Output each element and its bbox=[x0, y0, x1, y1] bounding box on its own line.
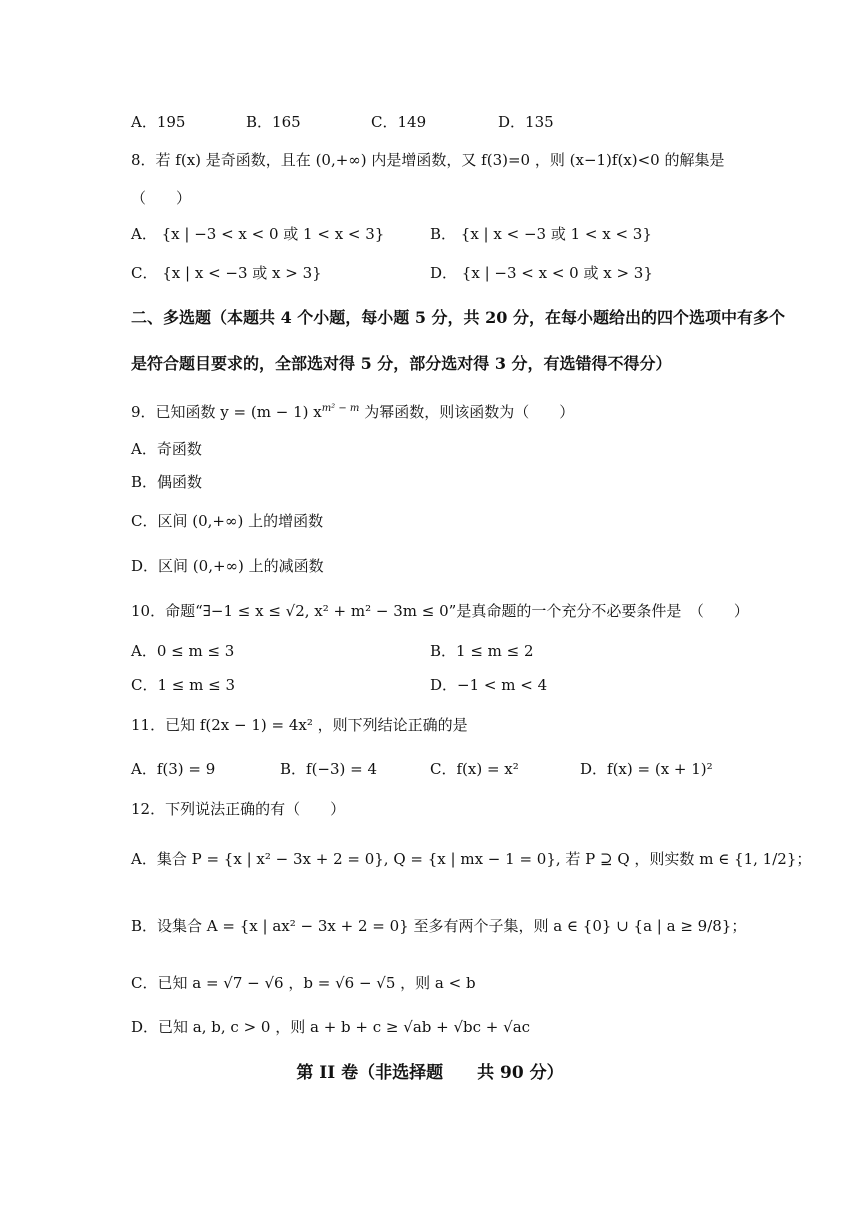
q12-option-d: D．已知 a, b, c > 0 ，则 a + b + c ≥ √ab + √bc + √ac bbox=[131, 1018, 531, 1036]
q7-option-a: A．195 bbox=[131, 113, 186, 131]
q11-option-a: A．f(3) = 9 bbox=[131, 760, 216, 778]
q10-option-c: C．1 ≤ m ≤ 3 bbox=[131, 676, 235, 694]
part2-title: 第 II 卷（非选择题 共 90 分） bbox=[296, 1063, 564, 1083]
q11-stem: 11．已知 f(2x − 1) = 4x² ，则下列结论正确的是 bbox=[131, 716, 468, 734]
q9-stem-pre: 9．已知函数 y = (m − 1) x bbox=[131, 403, 322, 421]
q10-option-d: D．−1 < m < 4 bbox=[430, 676, 548, 694]
q12-option-a: A．集合 P = {x | x² − 3x + 2 = 0}, Q = {x | mx − 1 = 0}, 若 P ⊇ Q ，则实数 m ∈ {1, 1/2}； bbox=[131, 850, 812, 868]
q8-option-a: A． {x | −3 < x < 0 或 1 < x < 3} bbox=[131, 225, 385, 243]
q8-option-d: D． {x | −3 < x < 0 或 x > 3} bbox=[430, 264, 653, 282]
q7-option-d: D．135 bbox=[498, 113, 554, 131]
q8-answer-paren: （ ） bbox=[131, 189, 192, 207]
q10-stem: 10．命题“∃−1 ≤ x ≤ √2, x² + m² − 3m ≤ 0”是真命题的一个充分不必要条件是 （ ） bbox=[131, 602, 749, 620]
q11-option-b: B．f(−3) = 4 bbox=[280, 760, 378, 778]
q7-option-c: C．149 bbox=[371, 113, 427, 131]
q7-option-b: B．165 bbox=[246, 113, 301, 131]
q9-option-b: B．偶函数 bbox=[131, 473, 203, 491]
q8-option-b: B． {x | x < −3 或 1 < x < 3} bbox=[430, 225, 652, 243]
section2-heading-line2: 是符合题目要求的，全部选对得 5 分，部分选对得 3 分，有选错得不得分） bbox=[131, 354, 672, 373]
q12-option-c: C．已知 a = √7 − √6 ，b = √6 − √5 ，则 a < b bbox=[131, 974, 476, 992]
q8-option-c: C． {x | x < −3 或 x > 3} bbox=[131, 264, 322, 282]
q9-stem bbox=[131, 398, 574, 423]
q12-stem: 12．下列说法正确的有（ ） bbox=[131, 800, 346, 818]
q10-option-a: A．0 ≤ m ≤ 3 bbox=[131, 642, 235, 660]
q8-stem: 8．若 f(x) 是奇函数，且在 (0,+∞) 内是增函数，又 f(3)=0 ，则 (x−1)f(x)<0 的解集是 bbox=[131, 151, 725, 169]
q9-exponent: m² − m bbox=[321, 403, 360, 414]
q10-option-b: B．1 ≤ m ≤ 2 bbox=[430, 642, 534, 660]
q9-option-c: C．区间 (0,+∞) 上的增函数 bbox=[131, 512, 324, 530]
section2-heading-line1: 二、多选题（本题共 4 个小题，每小题 5 分，共 20 分，在每小题给出的四个选项中有多个 bbox=[131, 308, 785, 327]
q11-option-c: C．f(x) = x² bbox=[430, 760, 519, 778]
q12-option-b: B．设集合 A = {x | ax² − 3x + 2 = 0} 至多有两个子集，则 a ∈ {0} ∪ {a | a ≥ 9/8}； bbox=[131, 917, 747, 935]
q9-option-d: D．区间 (0,+∞) 上的减函数 bbox=[131, 557, 324, 575]
q9-stem-post: 为幂函数，则该函数为（ ） bbox=[359, 403, 575, 421]
q11-option-d: D．f(x) = (x + 1)² bbox=[580, 760, 713, 778]
q9-option-a: A．奇函数 bbox=[131, 440, 202, 458]
